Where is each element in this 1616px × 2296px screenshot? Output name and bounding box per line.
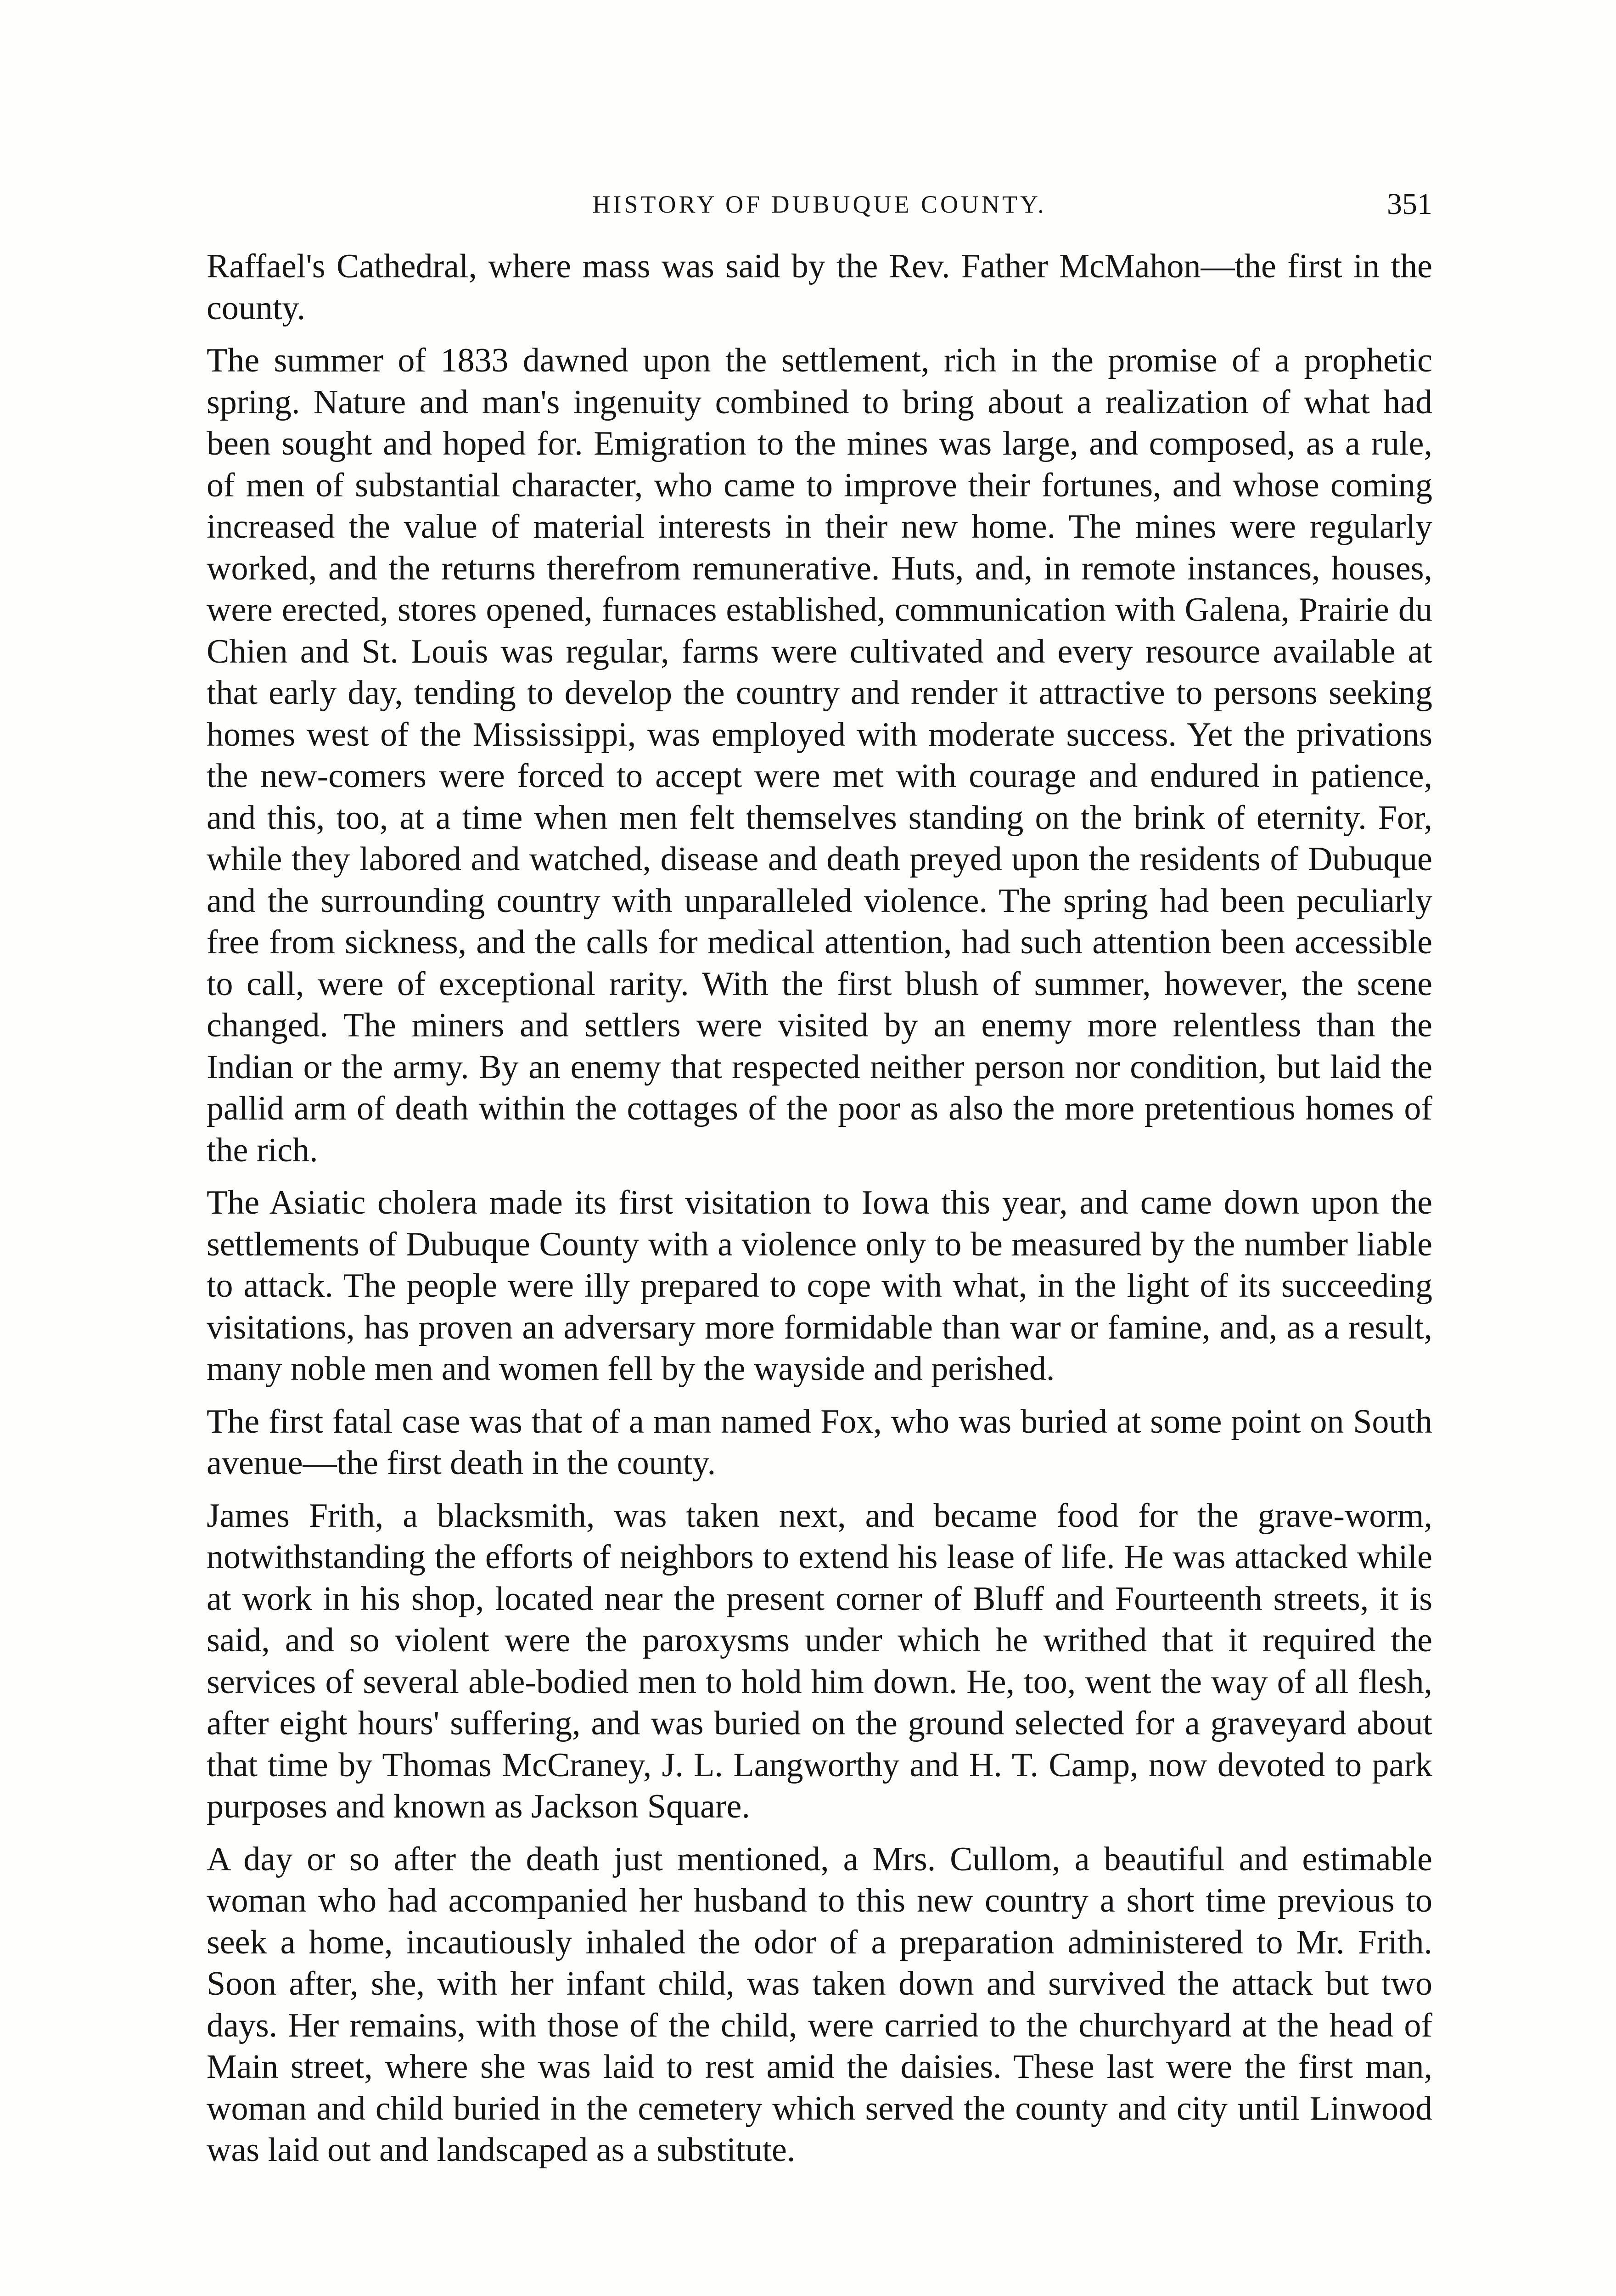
paragraph-asiatic-cholera: The Asiatic cholera made its first visitation to Iowa this year, and came down upon the settlements of Dubuque County with a violence only to be measured by the number liable to attack. The people were illy prepared to cope with what, in the light of its succeeding visitations, has proven an adversary more formidable than war or famine, and, as a result, many noble men and women fell by the wayside and perished.	[207, 1184, 1432, 1388]
body-text	[207, 246, 1432, 2182]
paragraph-summer-1833: The summer of 1833 dawned upon the settlement, rich in the promise of a prophetic spring. Nature and man's ingenuity combined to bring about a realization of what had been sought and hoped for. Emigration to the mines was large, and composed, as a rule, of men of substantial character, who came to improve their fortunes, and whose coming increased the value of material interests in their new home. The mines were regularly worked, and the returns therefrom remunerative. Huts, and, in remote instances, houses, were erected, stores opened, furnaces established, communication with Galena, Prairie du Chien and St. Louis was regular, farms were cultivated and every resource available at that early day, tending to develop the country and render it attractive to persons seeking homes west of the Mississippi, was employed with moderate success. Yet the privations the new-comers were forced to accept were met with courage and endured in patience, and this, too, at a time when men felt themselves standing on the brink of eternity. For, while they labored and watched, disease and death preyed upon the residents of Dubuque and the surrounding country with unparalleled violence. The spring had been peculiarly free from sickness, and the calls for medical attention, had such attention been accessible to call, were of exceptional rarity. With the first blush of summer, however, the scene changed. The miners and settlers were visited by an enemy more relentless than the Indian or the army. By an enemy that respected neither person nor condition, but laid the pallid arm of death within the cottages of the poor as also the more pretentious homes of the rich.	[207, 342, 1432, 1169]
page-header	[207, 184, 1432, 225]
page-number: 351	[1387, 187, 1432, 221]
running-title: HISTORY OF DUBUQUE COUNTY.	[592, 191, 1047, 218]
paragraph-mrs-cullom: A day or so after the death just mentioned, a Mrs. Cullom, a beautiful and estimable woman who had accompanied her husband to this new country a short time previous to seek a home, incautiously inhaled the odor of a preparation administered to Mr. Frith. Soon after, she, with her infant child, was taken down and survived the attack but two days. Her remains, with those of the child, were carried to the churchyard at the head of Main street, where she was laid to rest amid the daisies. These last were the first man, woman and child buried in the cemetery which served the county and city until Linwood was laid out and landscaped as a substitute.	[207, 1840, 1432, 2169]
paragraph-first-fatal-case: The first fatal case was that of a man named Fox, who was buried at some point on South avenue—the first death in the county.	[207, 1402, 1432, 1482]
paragraph-continuation: Raffael's Cathedral, where mass was said by the Rev. Father McMahon—the first in the county.	[207, 248, 1432, 327]
paragraph-james-frith: James Frith, a blacksmith, was taken next, and became food for the grave-worm, notwithstanding the efforts of neighbors to extend his lease of life. He was attacked while at work in his shop, located near the present corner of Bluff and Fourteenth streets, it is said, and so violent were the paroxysms under which he writhed that it required the services of several able-bodied men to hold him down. He, too, went the way of all flesh, after eight hours' suffering, and was buried on the ground selected for a graveyard about that time by Thomas McCraney, J. L. Langworthy and H. T. Camp, now devoted to park purposes and known as Jackson Square.	[207, 1497, 1432, 1825]
